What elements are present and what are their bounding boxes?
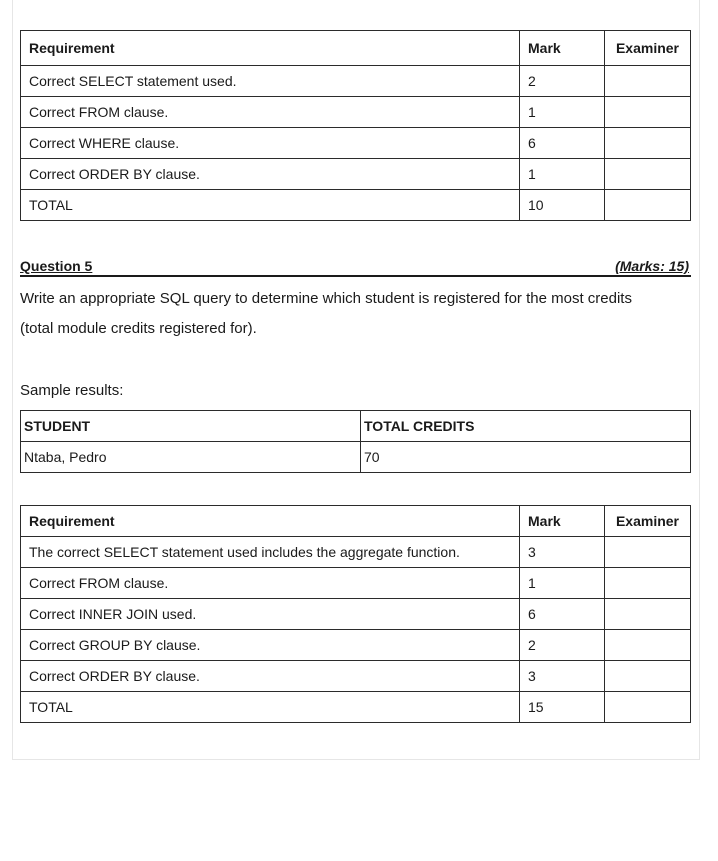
table-row [21,128,691,159]
mark-cell: 10 [520,190,605,221]
mark-cell: 6 [520,599,605,630]
examiner-cell [605,190,691,221]
table-header-row [21,506,691,537]
requirement-cell: Correct GROUP BY clause. [21,630,520,661]
requirement-cell: The correct SELECT statement used includes the aggregate function. [21,537,520,568]
marking-table-q5 [20,505,691,723]
table-row-total [21,692,691,723]
examiner-cell [605,128,691,159]
table-row [21,661,691,692]
mark-cell: 2 [520,630,605,661]
requirement-cell: Correct FROM clause. [21,568,520,599]
mark-cell: 2 [520,66,605,97]
table-header-row [21,411,691,442]
requirement-cell: TOTAL [21,692,520,723]
requirement-cell: TOTAL [21,190,520,221]
question-marks: (Marks: 15) [615,258,689,274]
mark-cell: 3 [520,537,605,568]
requirement-cell: Correct WHERE clause. [21,128,520,159]
requirement-cell: Correct ORDER BY clause. [21,159,520,190]
mark-cell: 6 [520,128,605,159]
table-row [21,568,691,599]
header-mark: Mark [520,506,605,537]
question-text-line-2: (total module credits registered for). [20,320,257,337]
table-row [21,537,691,568]
table-row [21,630,691,661]
question-heading [20,257,691,277]
requirement-cell: Correct FROM clause. [21,97,520,128]
table-row [21,66,691,97]
table-row-total [21,190,691,221]
header-total-credits: TOTAL CREDITS [361,411,691,442]
credits-cell: 70 [361,442,691,473]
table-row [21,159,691,190]
table-header-row [21,31,691,66]
header-requirement: Requirement [21,506,520,537]
header-requirement: Requirement [21,31,520,66]
examiner-cell [605,97,691,128]
examiner-cell [605,159,691,190]
table-row [21,97,691,128]
examiner-cell [605,537,691,568]
examiner-cell [605,661,691,692]
mark-cell: 1 [520,159,605,190]
sample-results-label: Sample results: [20,382,124,399]
requirement-cell: Correct SELECT statement used. [21,66,520,97]
examiner-cell [605,66,691,97]
mark-cell: 3 [520,661,605,692]
mark-cell: 15 [520,692,605,723]
student-cell: Ntaba, Pedro [21,442,361,473]
header-examiner: Examiner [605,506,691,537]
header-examiner: Examiner [605,31,691,66]
table-row [21,599,691,630]
requirement-cell: Correct ORDER BY clause. [21,661,520,692]
question-number: Question 5 [20,258,93,274]
sample-results-table [20,410,691,473]
mark-cell: 1 [520,97,605,128]
examiner-cell [605,630,691,661]
requirement-cell: Correct INNER JOIN used. [21,599,520,630]
question-text-line-1: Write an appropriate SQL query to determine which student is registered for the most credits [20,290,632,307]
header-mark: Mark [520,31,605,66]
mark-cell: 1 [520,568,605,599]
examiner-cell [605,692,691,723]
marking-table-q4 [20,30,691,221]
table-row [21,442,691,473]
header-student: STUDENT [21,411,361,442]
examiner-cell [605,568,691,599]
examiner-cell [605,599,691,630]
